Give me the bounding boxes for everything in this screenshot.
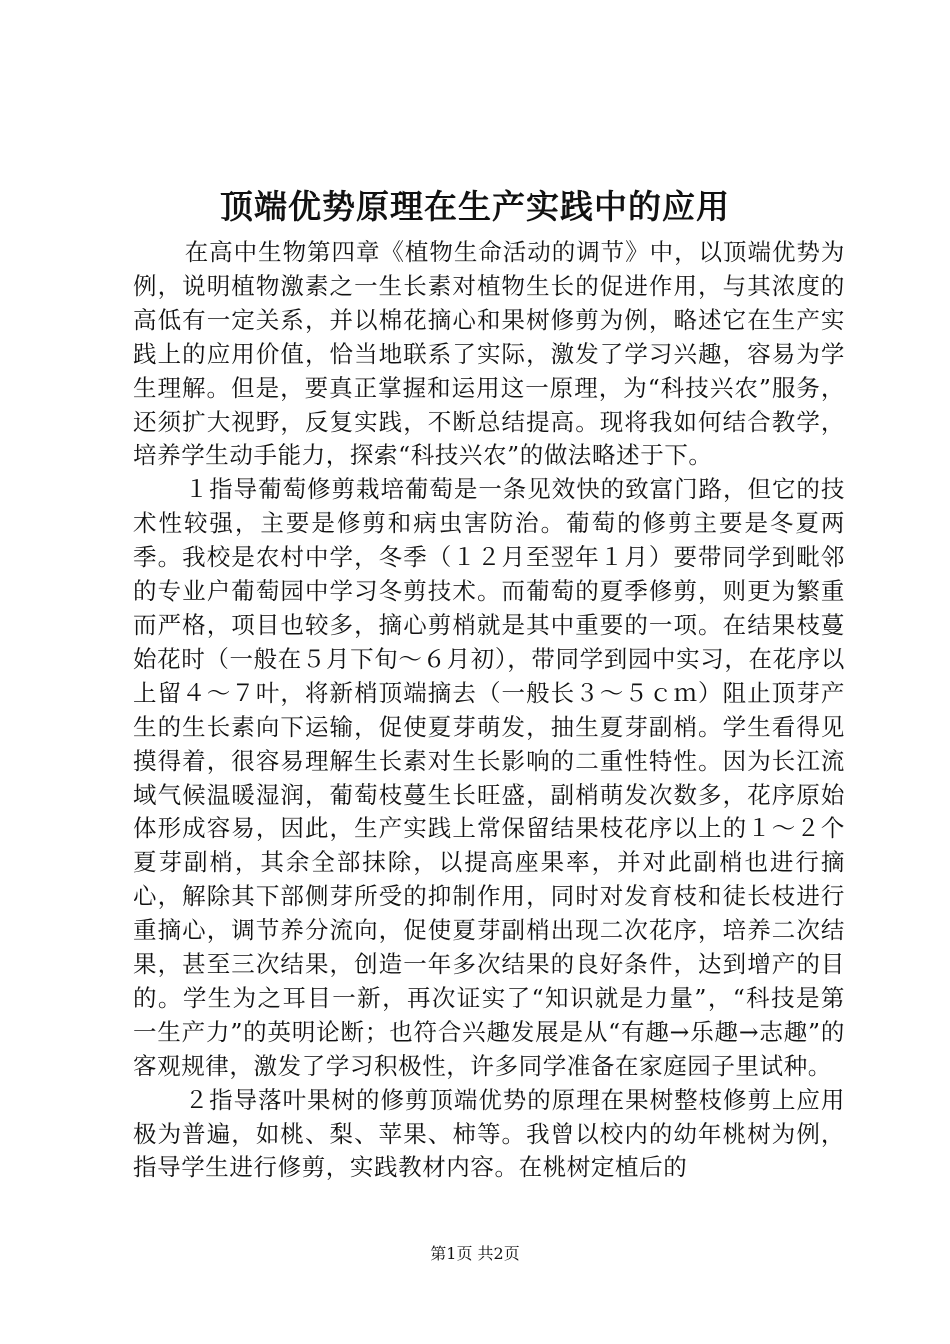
document-title: 顶端优势原理在生产实践中的应用 xyxy=(220,187,730,226)
body-paragraph: １指导葡萄修剪栽培葡萄是一条见效快的致富门路，但它的技术性较强，主要是修剪和病虫害防治。葡萄的修剪主要是冬夏两季。我校是农村中学，冬季（１２月至翌年１月）要带同学到毗邻的专业户葡萄园中学习冬剪技术。而葡萄的夏季修剪，则更为繁重而严格，项目也较多，摘心剪梢就是其中重要的一项。在结果枝蔓始花时（一般在５月下旬～６月初），带同学到园中实习，在花序以上留４～７叶，将新梢顶端摘去（一般长３～５ｃｍ）阻止顶芽产生的生长素向下运输，促使夏芽萌发，抽生夏芽副梢。学生看得见摸得着，很容易理解生长素对生长影响的二重性特性。因为长江流域气候温暖湿润，葡萄枝蔓生长旺盛，副梢萌发次数多，花序原始体形成容易，因此，生产实践上常保留结果枝花序以上的１～２个夏芽副梢，其余全部抹除，以提高座果率，并对此副梢也进行摘心，解除其下部侧芽所受的抑制作用，同时对发育枝和徒长枝进行重摘心，调节养分流向，促使夏芽副梢出现二次花序，培养二次结果，甚至三次结果，创造一年多次结果的良好条件，达到增产的目的。学生为之耳目一新，再次证实了“知识就是力量”，“科技是第一生产力”的英明论断；也符合兴趣发展是从“有趣→乐趣→志趣”的客观规律，激发了学习积极性，许多同学准备在家庭园子里试种。 xyxy=(133,475,845,1080)
body-paragraph: 在高中生物第四章《植物生命活动的调节》中，以顶端优势为例，说明植物激素之一生长素对植物生长的促进作用，与其浓度的高低有一定关系，并以棉花摘心和果树修剪为例，略述它在生产实践上的应用价值，恰当地联系了实际，激发了学习兴趣，容易为学生理解。但是，要真正掌握和运用这一原理，为“科技兴农”服务，还须扩大视野，反复实践，不断总结提高。现将我如何结合教学，培养学生动手能力，探索“科技兴农”的做法略述于下。 xyxy=(133,238,845,470)
body-paragraph: ２指导落叶果树的修剪顶端优势的原理在果树整枝修剪上应用极为普遍，如桃、梨、苹果、柿等。我曾以校内的幼年桃树为例，指导学生进行修剪，实践教材内容。在桃树定植后的 xyxy=(133,1085,845,1182)
page-number-footer: 第1页 共2页 xyxy=(430,1244,520,1263)
document-body xyxy=(133,236,845,1185)
